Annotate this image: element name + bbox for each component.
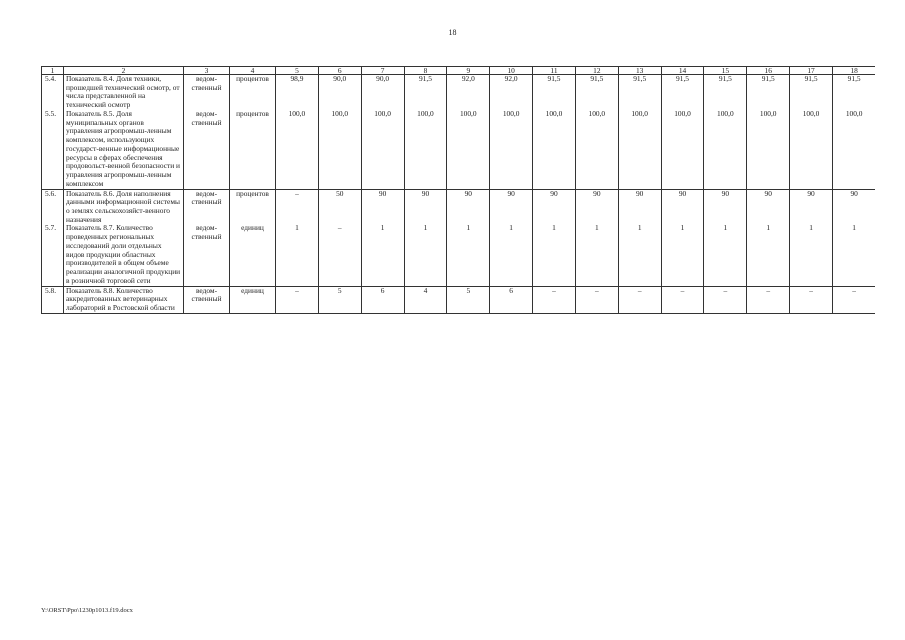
column-number: 9 xyxy=(447,67,490,75)
indicator-value: 91,5 xyxy=(747,75,790,110)
indicator-value: 100,0 xyxy=(661,110,704,189)
column-number: 7 xyxy=(361,67,404,75)
indicator-value: 100,0 xyxy=(361,110,404,189)
unit-of-measure: процентов xyxy=(230,110,276,189)
indicator-value: – xyxy=(790,286,833,313)
unit-of-measure: процентов xyxy=(230,189,276,224)
column-number: 14 xyxy=(661,67,704,75)
indicator-name: Показатель 8.5. Доля муниципальных органов управления агропромыш-ленным комплексом, использующих государст-венные информационные ресурсы в сферах обеспечения продовольст-венной безопасности и управления агропромыш-ленным комплексом xyxy=(64,110,184,189)
indicator-value: 92,0 xyxy=(447,75,490,110)
indicator-value: 90 xyxy=(704,189,747,224)
column-number: 15 xyxy=(704,67,747,75)
data-source: ведом-ственный xyxy=(184,189,230,224)
indicator-value: 1 xyxy=(704,224,747,286)
indicator-value: 6 xyxy=(490,286,533,313)
column-number: 3 xyxy=(184,67,230,75)
indicator-value: 100,0 xyxy=(790,110,833,189)
indicator-value: 91,5 xyxy=(661,75,704,110)
indicator-value: – xyxy=(533,286,576,313)
indicator-value: 50 xyxy=(318,189,361,224)
indicator-name: Показатель 8.8. Количество аккредитованных ветеринарных лабораторий в Ростовской области xyxy=(64,286,184,313)
indicator-value: 91,5 xyxy=(790,75,833,110)
indicator-name: Показатель 8.6. Доля наполнения данными информационной системы о землях сельскохозяйст-венного назначения xyxy=(64,189,184,224)
footer-file-path: Y:\ORST\Ppo\1230p1013.f19.docx xyxy=(41,607,133,614)
indicator-value: 90 xyxy=(490,189,533,224)
indicator-value: 90 xyxy=(404,189,447,224)
column-number: 10 xyxy=(490,67,533,75)
column-number: 11 xyxy=(533,67,576,75)
data-source: ведом-ственный xyxy=(184,286,230,313)
row-number: 5.7. xyxy=(42,224,64,286)
indicator-value: 100,0 xyxy=(447,110,490,189)
unit-of-measure: единиц xyxy=(230,224,276,286)
column-number: 1 xyxy=(42,67,64,75)
indicator-value: 1 xyxy=(490,224,533,286)
unit-of-measure: процентов xyxy=(230,75,276,110)
column-number: 12 xyxy=(575,67,618,75)
indicator-value: 4 xyxy=(404,286,447,313)
table-body xyxy=(42,67,876,314)
indicator-value: 100,0 xyxy=(575,110,618,189)
indicator-value: 6 xyxy=(361,286,404,313)
indicator-value: 91,5 xyxy=(533,75,576,110)
indicator-value: 1 xyxy=(832,224,875,286)
indicator-value: – xyxy=(575,286,618,313)
indicators-table xyxy=(41,66,875,314)
indicator-value: – xyxy=(618,286,661,313)
indicator-value: 91,5 xyxy=(404,75,447,110)
indicator-value: 90 xyxy=(618,189,661,224)
indicator-value: – xyxy=(276,189,319,224)
data-source: ведом-ственный xyxy=(184,110,230,189)
indicator-value: 1 xyxy=(661,224,704,286)
column-number: 4 xyxy=(230,67,276,75)
row-number: 5.6. xyxy=(42,189,64,224)
indicator-value: – xyxy=(318,224,361,286)
indicator-value: 91,5 xyxy=(618,75,661,110)
indicator-value: 1 xyxy=(618,224,661,286)
indicator-value: 1 xyxy=(533,224,576,286)
indicator-value: 100,0 xyxy=(490,110,533,189)
column-number: 13 xyxy=(618,67,661,75)
indicator-value: 1 xyxy=(404,224,447,286)
indicator-value: 100,0 xyxy=(618,110,661,189)
indicator-value: – xyxy=(747,286,790,313)
indicator-value: 100,0 xyxy=(404,110,447,189)
indicator-value: 100,0 xyxy=(533,110,576,189)
indicator-value: 98,9 xyxy=(276,75,319,110)
indicator-value: – xyxy=(704,286,747,313)
indicator-value: 100,0 xyxy=(832,110,875,189)
indicator-value: 100,0 xyxy=(318,110,361,189)
indicator-value: 1 xyxy=(790,224,833,286)
table-row xyxy=(42,75,876,110)
page-number: 18 xyxy=(448,28,457,37)
indicator-name: Показатель 8.7. Количество проведенных региональных исследований доли отдельных видов продукции областных производителей в общем объеме реализации аналогичной продукции в розничной торговой сети xyxy=(64,224,184,286)
indicator-value: – xyxy=(276,286,319,313)
indicator-value: – xyxy=(832,286,875,313)
row-number: 5.8. xyxy=(42,286,64,313)
table-row xyxy=(42,224,876,286)
column-number: 8 xyxy=(404,67,447,75)
indicator-value: 100,0 xyxy=(747,110,790,189)
indicator-value: 1 xyxy=(747,224,790,286)
unit-of-measure: единиц xyxy=(230,286,276,313)
column-number-header xyxy=(42,67,876,75)
indicator-value: 5 xyxy=(318,286,361,313)
data-source: ведом-ственный xyxy=(184,75,230,110)
indicator-value: 91,5 xyxy=(575,75,618,110)
indicator-value: 91,5 xyxy=(832,75,875,110)
indicator-value: 90,0 xyxy=(361,75,404,110)
row-number: 5.5. xyxy=(42,110,64,189)
indicator-value: 100,0 xyxy=(704,110,747,189)
indicator-value: 90,0 xyxy=(318,75,361,110)
indicator-value: 90 xyxy=(361,189,404,224)
column-number: 5 xyxy=(276,67,319,75)
indicator-value: 92,0 xyxy=(490,75,533,110)
indicator-value: 1 xyxy=(361,224,404,286)
indicator-value: 91,5 xyxy=(704,75,747,110)
indicator-value: 90 xyxy=(747,189,790,224)
indicator-value: 90 xyxy=(661,189,704,224)
column-number: 18 xyxy=(832,67,875,75)
indicator-name: Показатель 8.4. Доля техники, прошедшей технический осмотр, от числа представленной на технический осмотр xyxy=(64,75,184,110)
indicator-value: 1 xyxy=(575,224,618,286)
row-number: 5.4. xyxy=(42,75,64,110)
indicator-value: 100,0 xyxy=(276,110,319,189)
column-number: 16 xyxy=(747,67,790,75)
indicator-value: 1 xyxy=(276,224,319,286)
column-number: 17 xyxy=(790,67,833,75)
indicator-value: 90 xyxy=(447,189,490,224)
indicator-value: 90 xyxy=(832,189,875,224)
data-source: ведом-ственный xyxy=(184,224,230,286)
column-number: 6 xyxy=(318,67,361,75)
column-number: 2 xyxy=(64,67,184,75)
indicator-value: – xyxy=(661,286,704,313)
indicator-value: 90 xyxy=(790,189,833,224)
indicator-value: 90 xyxy=(533,189,576,224)
indicator-value: 5 xyxy=(447,286,490,313)
indicator-value: 90 xyxy=(575,189,618,224)
table-row xyxy=(42,286,876,313)
table-row xyxy=(42,110,876,189)
table-row xyxy=(42,189,876,224)
indicator-value: 1 xyxy=(447,224,490,286)
